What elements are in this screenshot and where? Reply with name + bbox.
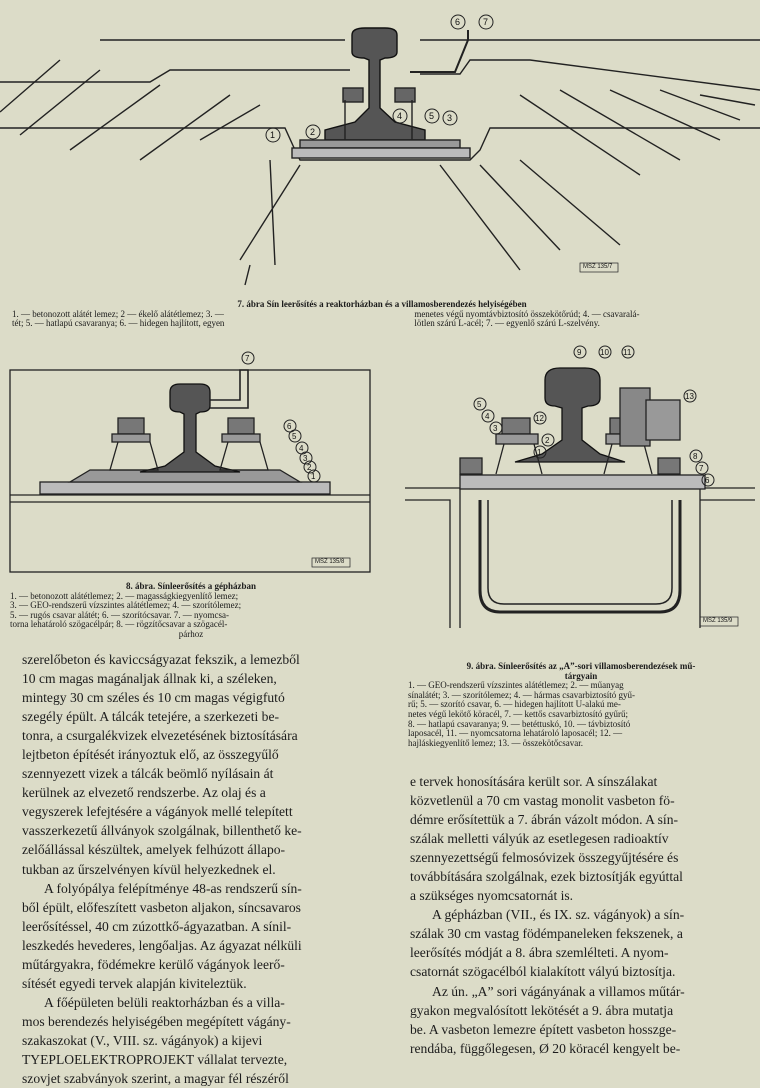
figure-9-drawing — [400, 340, 760, 640]
figure-8-caption-line-4: 5. — rugós csavar alátét; 6. — szorítócsavar. 7. — nyomcsa- — [10, 609, 229, 620]
figure-8-drawing — [0, 340, 380, 580]
figure-8-mark: MSZ 135/8 — [315, 559, 345, 565]
svg-text:8: 8 — [693, 452, 698, 461]
text-line: szakaszokat (V., VIII. sz. vágányok) a kijevi — [22, 1032, 263, 1048]
figure-9-caption — [408, 662, 754, 748]
text-line: ből épült, előfeszített vasbeton aljakon, síncsavaros — [22, 899, 301, 915]
text-line: vasszerkezetű állványok szolgálnak, billenthető ke- — [22, 823, 302, 839]
svg-text:3: 3 — [493, 424, 498, 433]
figure-7-caption-title: 7. ábra Sín leerősítés a reaktorházban és a villamosberendezés helyiségében — [237, 299, 527, 309]
figure-8-caption-line-5: torna lehatároló szögacélpár; 8. — rögzítőcsavar a szögacél- — [10, 619, 228, 630]
figure-8-caption-line-3: 3. — GEO-rendszerű vízszintes alátétlemez; 4. — szorítólemez; — [10, 600, 242, 611]
svg-text:1: 1 — [537, 448, 542, 457]
text-line: továbbítására szolgálnak, ezek biztosítják egyúttal — [410, 869, 683, 885]
figure-9-caption-line-7: 8. — hatlapú csavaranya; 9. — betéttuskó, 10. — távbiztosító — [408, 718, 631, 729]
svg-text:10: 10 — [600, 348, 609, 357]
figure-9-caption-line-4: sínalátét; 3. — szorítólemez; 4. — hármas csavarbiztosító gyű- — [408, 689, 635, 700]
text-line: közvetlenül a 70 cm vastag monolit vasbeton fö- — [410, 793, 675, 809]
text-line: TYEPLOELEKTROPROJEKT vállalat tervezte, — [22, 1051, 288, 1067]
svg-text:4: 4 — [299, 444, 304, 453]
figure-9-caption-line-3: 1. — GEO-rendszerű vízszintes alátétlemez; 2. — műanyag — [408, 680, 624, 691]
figure-9-mark: MSZ 135/9 — [703, 618, 733, 624]
svg-text:1: 1 — [270, 130, 276, 140]
svg-text:3: 3 — [447, 113, 453, 123]
figure-9-caption-line-6: netes végű lekötő köracél, 7. — kettős csavarbiztosító gyűrű; — [408, 708, 628, 719]
svg-text:13: 13 — [685, 392, 694, 401]
text-line: a szükséges nyomcsatornát is. — [410, 888, 574, 904]
text-line: lejtbeton építését irányoztuk elő, az összegyűlő — [22, 747, 279, 763]
svg-text:1: 1 — [311, 472, 316, 481]
text-line: műtárgyakra, födémekre kerülő vágányok leerő- — [22, 956, 285, 972]
text-line: démre erősítettük a 7. ábrán vázolt módon. A sín- — [410, 812, 679, 828]
text-line: csatornát szögacélból kialakított vályú biztosítja. — [410, 964, 676, 980]
text-line: 10 cm magas magánaljak állnak ki, a széleken, — [22, 671, 277, 687]
body-text-left-column — [22, 650, 382, 1088]
text-line: tonra, a csurgalékvizek elvezetésének biztosítására — [22, 728, 298, 744]
figure-7-caption-right-2: lötlen szárú L-acél; 7. — egyenlő szárú L-szelvény. — [414, 318, 600, 329]
figure-7-caption-right-1: menetes végű nyomtávbiztosító összekötőrúd; 4. — csavaralá- — [414, 308, 640, 319]
figure-7-mark: MSZ 135/7 — [583, 264, 613, 270]
svg-text:6: 6 — [705, 476, 710, 485]
text-line: zelőállással készültek, amelyek felhúzott állapo- — [22, 842, 286, 858]
figure-9-caption-line-5: rű; 5. — szorító csavar, 6. — hidegen hajlított U-alakú me- — [408, 699, 621, 710]
svg-text:5: 5 — [292, 432, 297, 441]
svg-text:7: 7 — [699, 464, 704, 473]
figure-8-caption-line-6: párhoz — [178, 628, 204, 639]
text-line: szegély épült. A tálcák tetejére, a szerkezeti be- — [22, 709, 280, 725]
svg-text:4: 4 — [485, 412, 490, 421]
svg-text:11: 11 — [623, 348, 632, 357]
text-line: A főépületen belüli reaktorházban és a villa- — [44, 994, 285, 1010]
figure-8-caption-line-2: 1. — betonozott alátétlemez; 2. — magasságkiegyenlítő lemez; — [10, 590, 239, 601]
figure-9-caption-line-9: hajláskiegyenlítő lemez; 13. — összekötőcsavar. — [408, 737, 583, 748]
text-line: szennyezettségű felmosóvizek összegyűjtésére és — [410, 850, 679, 866]
svg-text:2: 2 — [310, 127, 316, 137]
text-line: vegyszerek lefejtésére a vágányok mellé telepített — [22, 804, 293, 820]
text-line: mintegy 30 cm széles és 10 cm magas végigfutó — [22, 690, 285, 706]
svg-text:4: 4 — [397, 111, 403, 121]
figure-7-drawing — [0, 0, 760, 300]
text-line: leerősítés módját a 8. ábra szemlélteti. A nyom- — [410, 945, 669, 961]
svg-text:2: 2 — [307, 463, 312, 472]
svg-text:2: 2 — [545, 436, 550, 445]
figure-7-caption — [12, 300, 752, 329]
text-line: rendába, függőlegesen, Ø 20 köracél kengyelt be- — [410, 1040, 681, 1056]
figure-8-caption — [10, 582, 372, 640]
text-line: szovjet szabványok szerint, a magyar fél részéről — [22, 1071, 289, 1087]
text-line: be. A vasbeton lemezre épített vasbeton hosszge- — [410, 1021, 677, 1037]
text-line: szálak melletti vályúk az esetlegesen radioaktív — [410, 831, 669, 847]
text-line: mos berendezés helyiségében megépített vágány- — [22, 1013, 291, 1029]
svg-text:7: 7 — [483, 17, 489, 27]
figure-7-caption-left-1: 1. — betonozott alátét lemez; 2 — ékelő alátétlemez; 3. — — [12, 308, 224, 319]
svg-text:6: 6 — [455, 17, 461, 27]
text-line: tukban az űrszelvényen kívül helyezkednek el. — [22, 861, 276, 877]
text-line: szerelőbeton és kaviccságyazat fekszik, a lemezből — [22, 652, 300, 667]
text-line: gyakon megvalósított lekötését a 9. ábra mutatja — [410, 1002, 674, 1018]
text-line: szennyezett vizek a tálcák beömlő nyílásain át — [22, 766, 274, 782]
svg-text:5: 5 — [429, 111, 435, 121]
text-line: Az ún. „A” sori vágányának a villamos műtár- — [432, 983, 685, 999]
body-text-right-column — [410, 772, 755, 1058]
figure-9-caption-line-8: laposacél, 11. — nyomcsatorna lehatároló laposacél; 12. — — [408, 728, 623, 739]
svg-text:12: 12 — [535, 414, 544, 423]
text-line: leszkedés hevederes, lengőaljas. Az ágyazat nélküli — [22, 937, 302, 953]
text-line: szálak 30 cm vastag födémpaneleken fekszenek, a — [410, 926, 683, 942]
figure-9-caption-line-2: tárgyain — [564, 670, 598, 681]
figure-7-caption-left-2: tét; 5. — hatlapú csavaranya; 6. — hidegen hajlított, egyen — [12, 318, 225, 329]
figure-9-caption-title: 9. ábra. Sínleerősítés az „A”-sori villamosberendezések mű- — [466, 661, 696, 671]
text-line: leerősítéssel, 40 cm zúzottkő-ágyazatban. A sínil- — [22, 918, 292, 934]
text-line: A folyópálya felépítménye 48-as rendszerű sín- — [44, 880, 302, 896]
svg-text:5: 5 — [477, 400, 482, 409]
figure-8-caption-title: 8. ábra. Sínleerősítés a gépházban — [125, 581, 256, 591]
svg-text:6: 6 — [287, 422, 292, 431]
svg-text:9: 9 — [577, 348, 582, 357]
text-line: kerülnek az elvezető rendszerbe. Az olaj és a — [22, 785, 266, 801]
text-line: e tervek honosítására került sor. A sínszálakat — [410, 774, 658, 789]
svg-text:3: 3 — [303, 454, 308, 463]
text-line: sítését egyedi tervek alapján kiviteleztük. — [22, 975, 247, 991]
text-line: A gépházban (VII., és IX. sz. vágányok) a sín- — [432, 907, 685, 923]
svg-text:7: 7 — [245, 354, 250, 363]
